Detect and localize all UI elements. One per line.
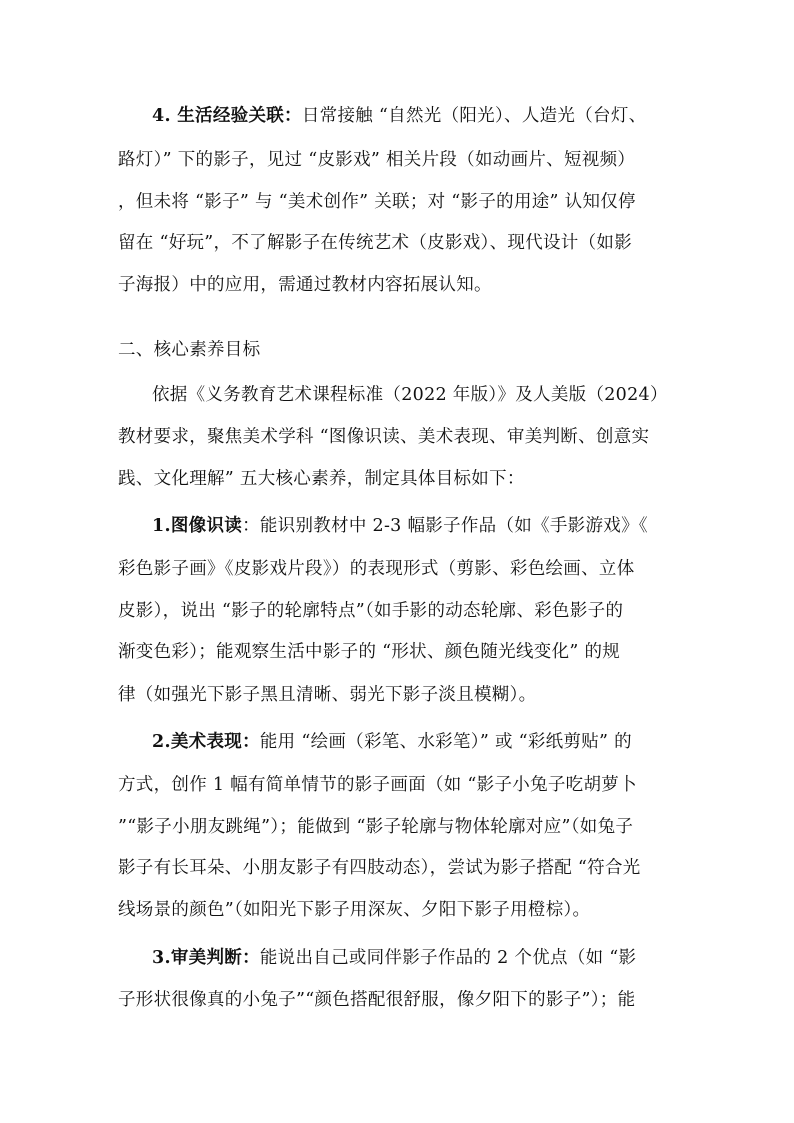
- paragraph-4-line-1: [152, 104, 646, 128]
- section-heading: 二、核心素养目标: [118, 340, 261, 360]
- goal-2-line-5: 线场景的颜色”（如阳光下影子用深灰、夕阳下影子用橙棕）。: [118, 900, 591, 920]
- paragraph-4-text: 日常接触 “自然光（阳光）、人造光（台灯、: [301, 106, 647, 126]
- paragraph-4-line-4: 留在 “好玩”，不了解影子在传统艺术（皮影戏）、现代设计（如影: [118, 233, 633, 253]
- paragraph-4-line-3: ，但未将 “影子” 与 “美术创作” 关联；对 “影子的用途” 认知仅停: [118, 192, 636, 212]
- intro-line-3: 践、文化理解” 五大核心素养，制定具体目标如下：: [118, 469, 525, 489]
- goal-1-text: ：能识别教材中 2-3 幅影子作品（如《手影游戏》《: [242, 516, 648, 536]
- goal-1-label: 1.图像识读: [152, 516, 243, 536]
- goal-3-label: 3.审美判断：: [152, 948, 260, 968]
- paragraph-4-label: 4. 生活经验关联：: [152, 106, 302, 126]
- goal-1-line-1: [152, 514, 648, 538]
- intro-line-2: 教材要求，聚焦美术学科 “图像识读、美术表现、审美判断、创意实: [118, 427, 650, 447]
- goal-2-line-2: 方式，创作 1 幅有简单情节的影子画面（如 “影子小兔子吃胡萝卜: [118, 775, 637, 795]
- goal-1-line-3: 皮影），说出 “影子的轮廓特点”（如手影的动态轮廓、彩色影子的: [118, 601, 624, 621]
- paragraph-4-line-2: 路灯）” 下的影子，见过 “皮影戏” 相关片段（如动画片、短视频）: [118, 150, 636, 170]
- goal-2-line-1: [152, 730, 632, 754]
- paragraph-4-line-5: 子海报）中的应用，需通过教材内容拓展认知。: [118, 275, 492, 295]
- goal-2-label: 2.美术表现：: [152, 732, 260, 752]
- goal-1-line-2: 彩色影子画》《皮影戏片段》）的表现形式（剪影、彩色绘画、立体: [118, 559, 635, 579]
- intro-line-1: 依据《义务教育艺术课程标准（2022 年版）》及人美版（2024）: [152, 385, 668, 405]
- goal-2-line-3: ”“影子小朋友跳绳”）；能做到 “影子轮廓与物体轮廓对应”（如兔子: [118, 817, 634, 837]
- goal-3-text: 能说出自己或同伴影子作品的 2 个优点（如 “影: [259, 948, 637, 968]
- goal-3-line-2: 子形状很像真的小兔子”“颜色搭配很舒服，像夕阳下的影子”）；能: [118, 990, 636, 1010]
- goal-1-line-5: 律（如强光下影子黑且清晰、弱光下影子淡且模糊）。: [118, 685, 537, 705]
- goal-3-line-1: [152, 946, 636, 970]
- goal-1-line-4: 渐变色彩）；能观察生活中影子的 “形状、颜色随光线变化” 的规: [118, 642, 621, 662]
- goal-2-line-4: 影子有长耳朵、小朋友影子有四肢动态），尝试为影子搭配 “符合光: [118, 858, 641, 878]
- goal-2-text: 能用 “绘画（彩笔、水彩笔）” 或 “彩纸剪贴” 的: [259, 732, 632, 752]
